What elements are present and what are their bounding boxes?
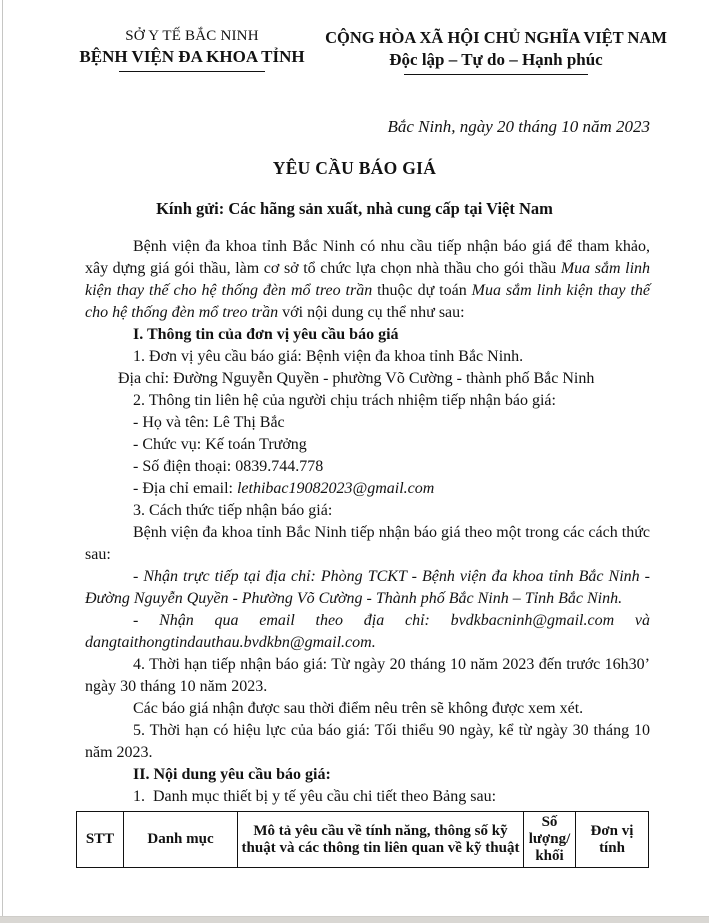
paragraph (85, 390, 650, 412)
text-run: - Địa chỉ email: (133, 480, 237, 497)
text-run: thuộc dự toán (372, 282, 472, 299)
text-run: Mua sắm linh kiện thay thế cho hệ thống đèn mổ treo trần (85, 282, 650, 321)
paragraph (85, 654, 650, 698)
text-run: 5. Thời hạn có hiệu lực của báo giá: Tối thiểu 90 ngày, kể từ ngày 30 tháng 10 năm 2023. (85, 722, 650, 761)
text-run: Bệnh viện đa khoa tỉnh Bắc Ninh tiếp nhận báo giá theo một trong các cách thức sau: (85, 524, 650, 563)
date-line: Bắc Ninh, ngày 20 tháng 10 năm 2023 (387, 117, 650, 136)
text-run: - Họ và tên: Lê Thị Bắc (133, 414, 285, 431)
national-title: CỘNG HÒA XÃ HỘI CHỦ NGHĨA VIỆT NAM (325, 28, 667, 47)
paragraph (85, 456, 650, 478)
paragraph (85, 698, 650, 720)
text-run: Bệnh viện đa khoa tỉnh Bắc Ninh có nhu cầu tiếp nhận báo giá để tham khảo, xây dựng giá gói thầu, làm cơ sở tổ chức lựa chọn nhà thầu cho gói thầu (85, 238, 650, 277)
table-header-cell: Mô tả yêu cầu về tính năng, thông số kỹ thuật và các thông tin liên quan về kỹ thuật (238, 812, 524, 868)
issuer-block (67, 28, 317, 72)
national-motto-block (310, 28, 682, 75)
paragraph (85, 412, 650, 434)
table-header-cell: Danh mục (124, 812, 238, 868)
paragraph (85, 324, 650, 346)
text-run: - Nhận qua email theo địa chỉ: bvdkbacninh@gmail.com và dangtaithongtindauthau.bvdkbn@gmail.com. (85, 612, 650, 651)
motto-underline (404, 74, 588, 75)
document-header (0, 28, 709, 104)
text-run: lethibac19082023@gmail.com (236, 480, 435, 497)
paragraph (85, 346, 650, 368)
paragraph (85, 522, 650, 566)
document-body (85, 236, 650, 808)
text-run: I. Thông tin của đơn vị yêu cầu báo giá (133, 326, 399, 343)
text-run: - Chức vụ: Kế toán Trưởng (133, 436, 307, 453)
page-bottom-edge (0, 916, 709, 923)
text-run: với nội dung cụ thể như sau: (278, 304, 465, 321)
issuer-hospital: BỆNH VIỆN ĐA KHOA TỈNH (79, 47, 305, 66)
text-run: 2. Thông tin liên hệ của người chịu trách nhiệm tiếp nhận báo giá: (133, 392, 556, 409)
text-run: - Số điện thoại: 0839.744.778 (133, 458, 324, 475)
text-run: 1. Đơn vị yêu cầu báo giá: Bệnh viện đa khoa tỉnh Bắc Ninh. (133, 348, 524, 365)
issuer-underline (119, 71, 265, 72)
text-run: Các báo giá nhận được sau thời điểm nêu trên sẽ không được xem xét. (133, 700, 584, 717)
table-header-cell: Đơn vị tính (576, 812, 649, 868)
paragraph (85, 610, 650, 654)
paragraph (85, 478, 650, 500)
paragraph (85, 236, 650, 324)
text-run: - Nhận trực tiếp tại địa chỉ: Phòng TCKT - Bệnh viện đa khoa tỉnh Bắc Ninh - Đường Nguyễn Quyền - Phường Võ Cường - Thành phố Bắc Ninh – Tỉnh Bắc Ninh. (85, 568, 650, 607)
paragraph (85, 764, 650, 786)
text-run: Địa chỉ: Đường Nguyễn Quyền - phường Võ Cường - thành phố Bắc Ninh (118, 370, 595, 387)
text-run: 4. Thời hạn tiếp nhận báo giá: Từ ngày 20 tháng 10 năm 2023 đến trước 16h30’ ngày 30 tháng 10 năm 2023. (85, 656, 650, 695)
paragraph (85, 566, 650, 610)
paragraph (85, 720, 650, 764)
quote-request-table (76, 811, 649, 868)
national-motto: Độc lập – Tự do – Hạnh phúc (389, 50, 603, 69)
paragraph (85, 434, 650, 456)
issuer-department: SỞ Y TẾ BẮC NINH (125, 28, 259, 44)
text-run: 3. Cách thức tiếp nhận báo giá: (133, 502, 333, 519)
page-title: YÊU CẦU BÁO GIÁ (272, 158, 437, 178)
page-edge-line (2, 0, 3, 923)
text-run: II. Nội dung yêu cầu báo giá: (133, 766, 331, 783)
text-run: Mua sắm linh kiện thay thế cho hệ thống đèn mổ treo trần (85, 260, 651, 299)
paragraph (85, 368, 650, 390)
table-header-cell: Số lượng/ khối (524, 812, 576, 868)
table-header-row (77, 812, 649, 868)
table-header-cell: STT (77, 812, 124, 868)
text-run: 1. Danh mục thiết bị y tế yêu cầu chi tiết theo Bảng sau: (133, 788, 497, 805)
salutation-line: Kính gửi: Các hãng sản xuất, nhà cung cấp tại Việt Nam (156, 199, 553, 218)
paragraph (85, 786, 650, 808)
paragraph (85, 500, 650, 522)
